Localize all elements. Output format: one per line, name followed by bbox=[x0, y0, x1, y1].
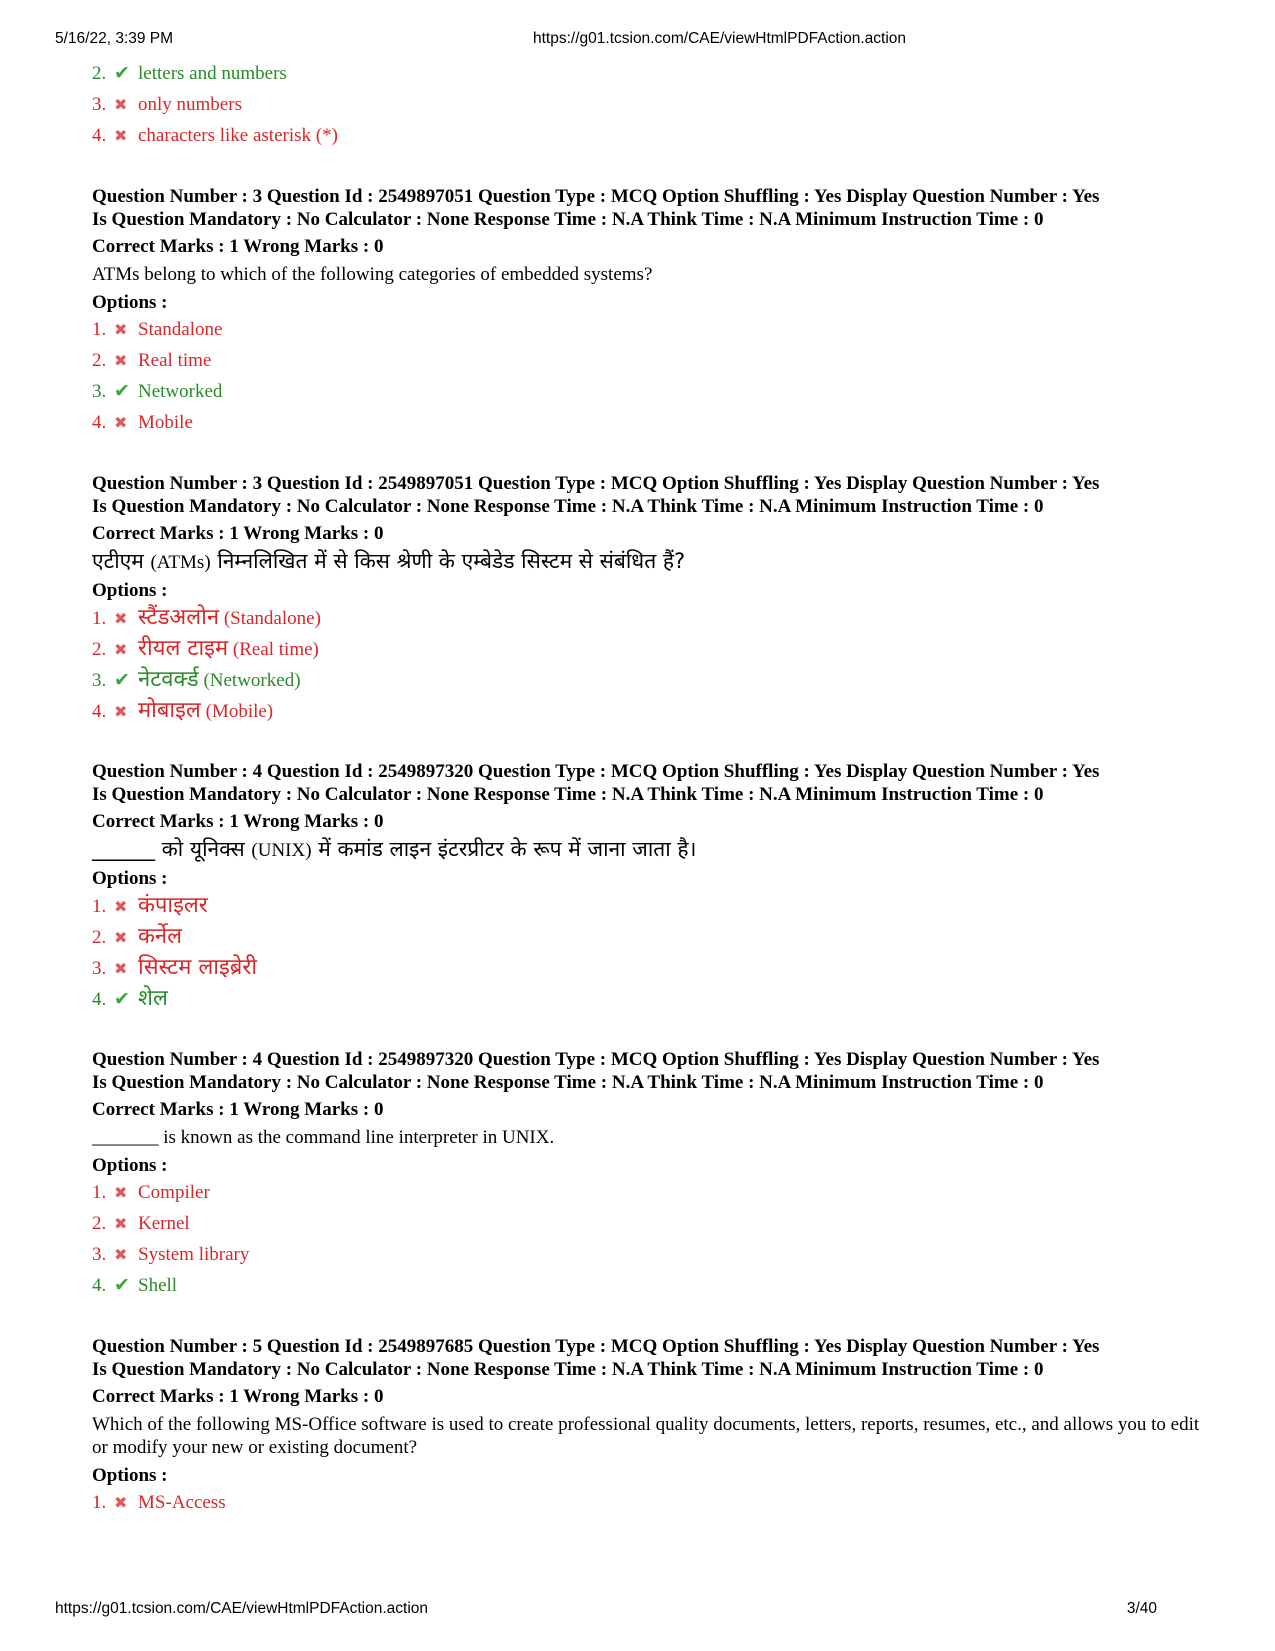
question-paper bbox=[92, 58, 1202, 1518]
page-number: 3/40 bbox=[1126, 1600, 1157, 1617]
check-icon: ✔ bbox=[114, 989, 130, 1010]
question-marks: Correct Marks : 1 Wrong Marks : 0 bbox=[92, 236, 384, 257]
cross-icon: ✖ bbox=[114, 1247, 128, 1264]
print-header bbox=[55, 30, 1220, 50]
option-item: 2. ✖ कर्नेल bbox=[92, 921, 1202, 952]
option-item: 2. ✖ रीयल टाइम (Real time) bbox=[92, 633, 1202, 664]
options-label: Options : bbox=[92, 868, 168, 889]
leading-options bbox=[92, 58, 1202, 151]
cross-icon: ✖ bbox=[114, 1185, 128, 1202]
question-block bbox=[92, 472, 1202, 726]
option-item: 4. ✔ Shell bbox=[92, 1270, 1202, 1301]
question-text: ATMs belong to which of the following categories of embedded systems? bbox=[92, 264, 653, 285]
question-marks: Correct Marks : 1 Wrong Marks : 0 bbox=[92, 811, 384, 832]
check-icon: ✔ bbox=[114, 381, 130, 402]
cross-icon: ✖ bbox=[114, 415, 128, 432]
cross-icon: ✖ bbox=[114, 1216, 128, 1233]
question-meta: Is Question Mandatory : No Calculator : None Response Time : N.A Think Time : N.A Minimum Instruction Time : 0 bbox=[92, 1359, 1044, 1380]
option-item: 3. ✖ सिस्टम लाइब्रेरी bbox=[92, 952, 1202, 983]
option-item: 3. ✔ नेटवर्क्ड (Networked) bbox=[92, 664, 1202, 695]
question-block bbox=[92, 760, 1202, 1014]
option-item: 1. ✖ Standalone bbox=[92, 314, 1202, 345]
cross-icon: ✖ bbox=[114, 704, 128, 721]
question-meta: Is Question Mandatory : No Calculator : None Response Time : N.A Think Time : N.A Minimum Instruction Time : 0 bbox=[92, 209, 1044, 230]
option-item: 3. ✖ only numbers bbox=[92, 89, 1202, 120]
question-meta: Is Question Mandatory : No Calculator : None Response Time : N.A Think Time : N.A Minimum Instruction Time : 0 bbox=[92, 496, 1044, 517]
question-meta: Question Number : 3 Question Id : 2549897051 Question Type : MCQ Option Shuffling : Yes Display Question Number : Yes bbox=[92, 186, 1100, 207]
option-item: 2. ✖ Kernel bbox=[92, 1208, 1202, 1239]
options-label: Options : bbox=[92, 580, 168, 601]
option-item: 1. ✖ MS-Access bbox=[92, 1487, 1202, 1518]
cross-icon: ✖ bbox=[114, 128, 128, 145]
cross-icon: ✖ bbox=[114, 930, 128, 947]
print-url: https://g01.tcsion.com/CAE/viewHtmlPDFAction.action bbox=[533, 30, 907, 47]
options-label: Options : bbox=[92, 292, 168, 313]
option-item: 1. ✖ Compiler bbox=[92, 1177, 1202, 1208]
question-block bbox=[92, 185, 1202, 438]
question-text: ______ को यूनिक्स (UNIX) में कमांड लाइन इंटरप्रीटर के रूप में जाना जाता है। bbox=[92, 837, 697, 861]
question-meta: Is Question Mandatory : No Calculator : None Response Time : N.A Think Time : N.A Minimum Instruction Time : 0 bbox=[92, 1072, 1044, 1093]
question-meta: Question Number : 3 Question Id : 2549897051 Question Type : MCQ Option Shuffling : Yes Display Question Number : Yes bbox=[92, 473, 1100, 494]
question-marks: Correct Marks : 1 Wrong Marks : 0 bbox=[92, 523, 384, 544]
question-meta: Question Number : 5 Question Id : 2549897685 Question Type : MCQ Option Shuffling : Yes Display Question Number : Yes bbox=[92, 1336, 1100, 1357]
question-block bbox=[92, 1335, 1202, 1518]
cross-icon: ✖ bbox=[114, 353, 128, 370]
footer-url: https://g01.tcsion.com/CAE/viewHtmlPDFAction.action bbox=[55, 1600, 429, 1617]
cross-icon: ✖ bbox=[114, 642, 128, 659]
cross-icon: ✖ bbox=[114, 1495, 128, 1512]
options-label: Options : bbox=[92, 1465, 168, 1486]
cross-icon: ✖ bbox=[114, 97, 128, 114]
option-item: 3. ✔ Networked bbox=[92, 376, 1202, 407]
options-label: Options : bbox=[92, 1155, 168, 1176]
print-footer bbox=[55, 1600, 1157, 1620]
option-item: 2. ✔ letters and numbers bbox=[92, 58, 1202, 89]
print-datetime: 5/16/22, 3:39 PM bbox=[55, 30, 174, 47]
option-item: 1. ✖ कंपाइलर bbox=[92, 890, 1202, 921]
cross-icon: ✖ bbox=[114, 899, 128, 916]
question-block bbox=[92, 1048, 1202, 1301]
option-item: 2. ✖ Real time bbox=[92, 345, 1202, 376]
option-item: 1. ✖ स्टैंडअलोन (Standalone) bbox=[92, 602, 1202, 633]
option-item: 4. ✔ शेल bbox=[92, 983, 1202, 1014]
question-marks: Correct Marks : 1 Wrong Marks : 0 bbox=[92, 1099, 384, 1120]
option-item: 4. ✖ characters like asterisk (*) bbox=[92, 120, 1202, 151]
question-text: Which of the following MS-Office software is used to create professional quality documents, letters, reports, resumes, etc., and allows you to edit or modify your new or existing document? bbox=[92, 1414, 1200, 1458]
question-meta: Question Number : 4 Question Id : 2549897320 Question Type : MCQ Option Shuffling : Yes Display Question Number : Yes bbox=[92, 1049, 1100, 1070]
cross-icon: ✖ bbox=[114, 322, 128, 339]
option-item: 4. ✖ Mobile bbox=[92, 407, 1202, 438]
check-icon: ✔ bbox=[114, 670, 130, 691]
question-text: एटीएम (ATMs) निम्नलिखित में से किस श्रेणी के एम्बेडेड सिस्टम से संबंधित हैं? bbox=[92, 549, 686, 573]
question-marks: Correct Marks : 1 Wrong Marks : 0 bbox=[92, 1386, 384, 1407]
question-text: _______ is known as the command line interpreter in UNIX. bbox=[92, 1127, 555, 1148]
check-icon: ✔ bbox=[114, 1275, 130, 1296]
question-meta: Is Question Mandatory : No Calculator : None Response Time : N.A Think Time : N.A Minimum Instruction Time : 0 bbox=[92, 784, 1044, 805]
check-icon: ✔ bbox=[114, 63, 130, 84]
option-item: 3. ✖ System library bbox=[92, 1239, 1202, 1270]
cross-icon: ✖ bbox=[114, 611, 128, 628]
option-item: 4. ✖ मोबाइल (Mobile) bbox=[92, 695, 1202, 726]
question-meta: Question Number : 4 Question Id : 2549897320 Question Type : MCQ Option Shuffling : Yes Display Question Number : Yes bbox=[92, 761, 1100, 782]
cross-icon: ✖ bbox=[114, 961, 128, 978]
